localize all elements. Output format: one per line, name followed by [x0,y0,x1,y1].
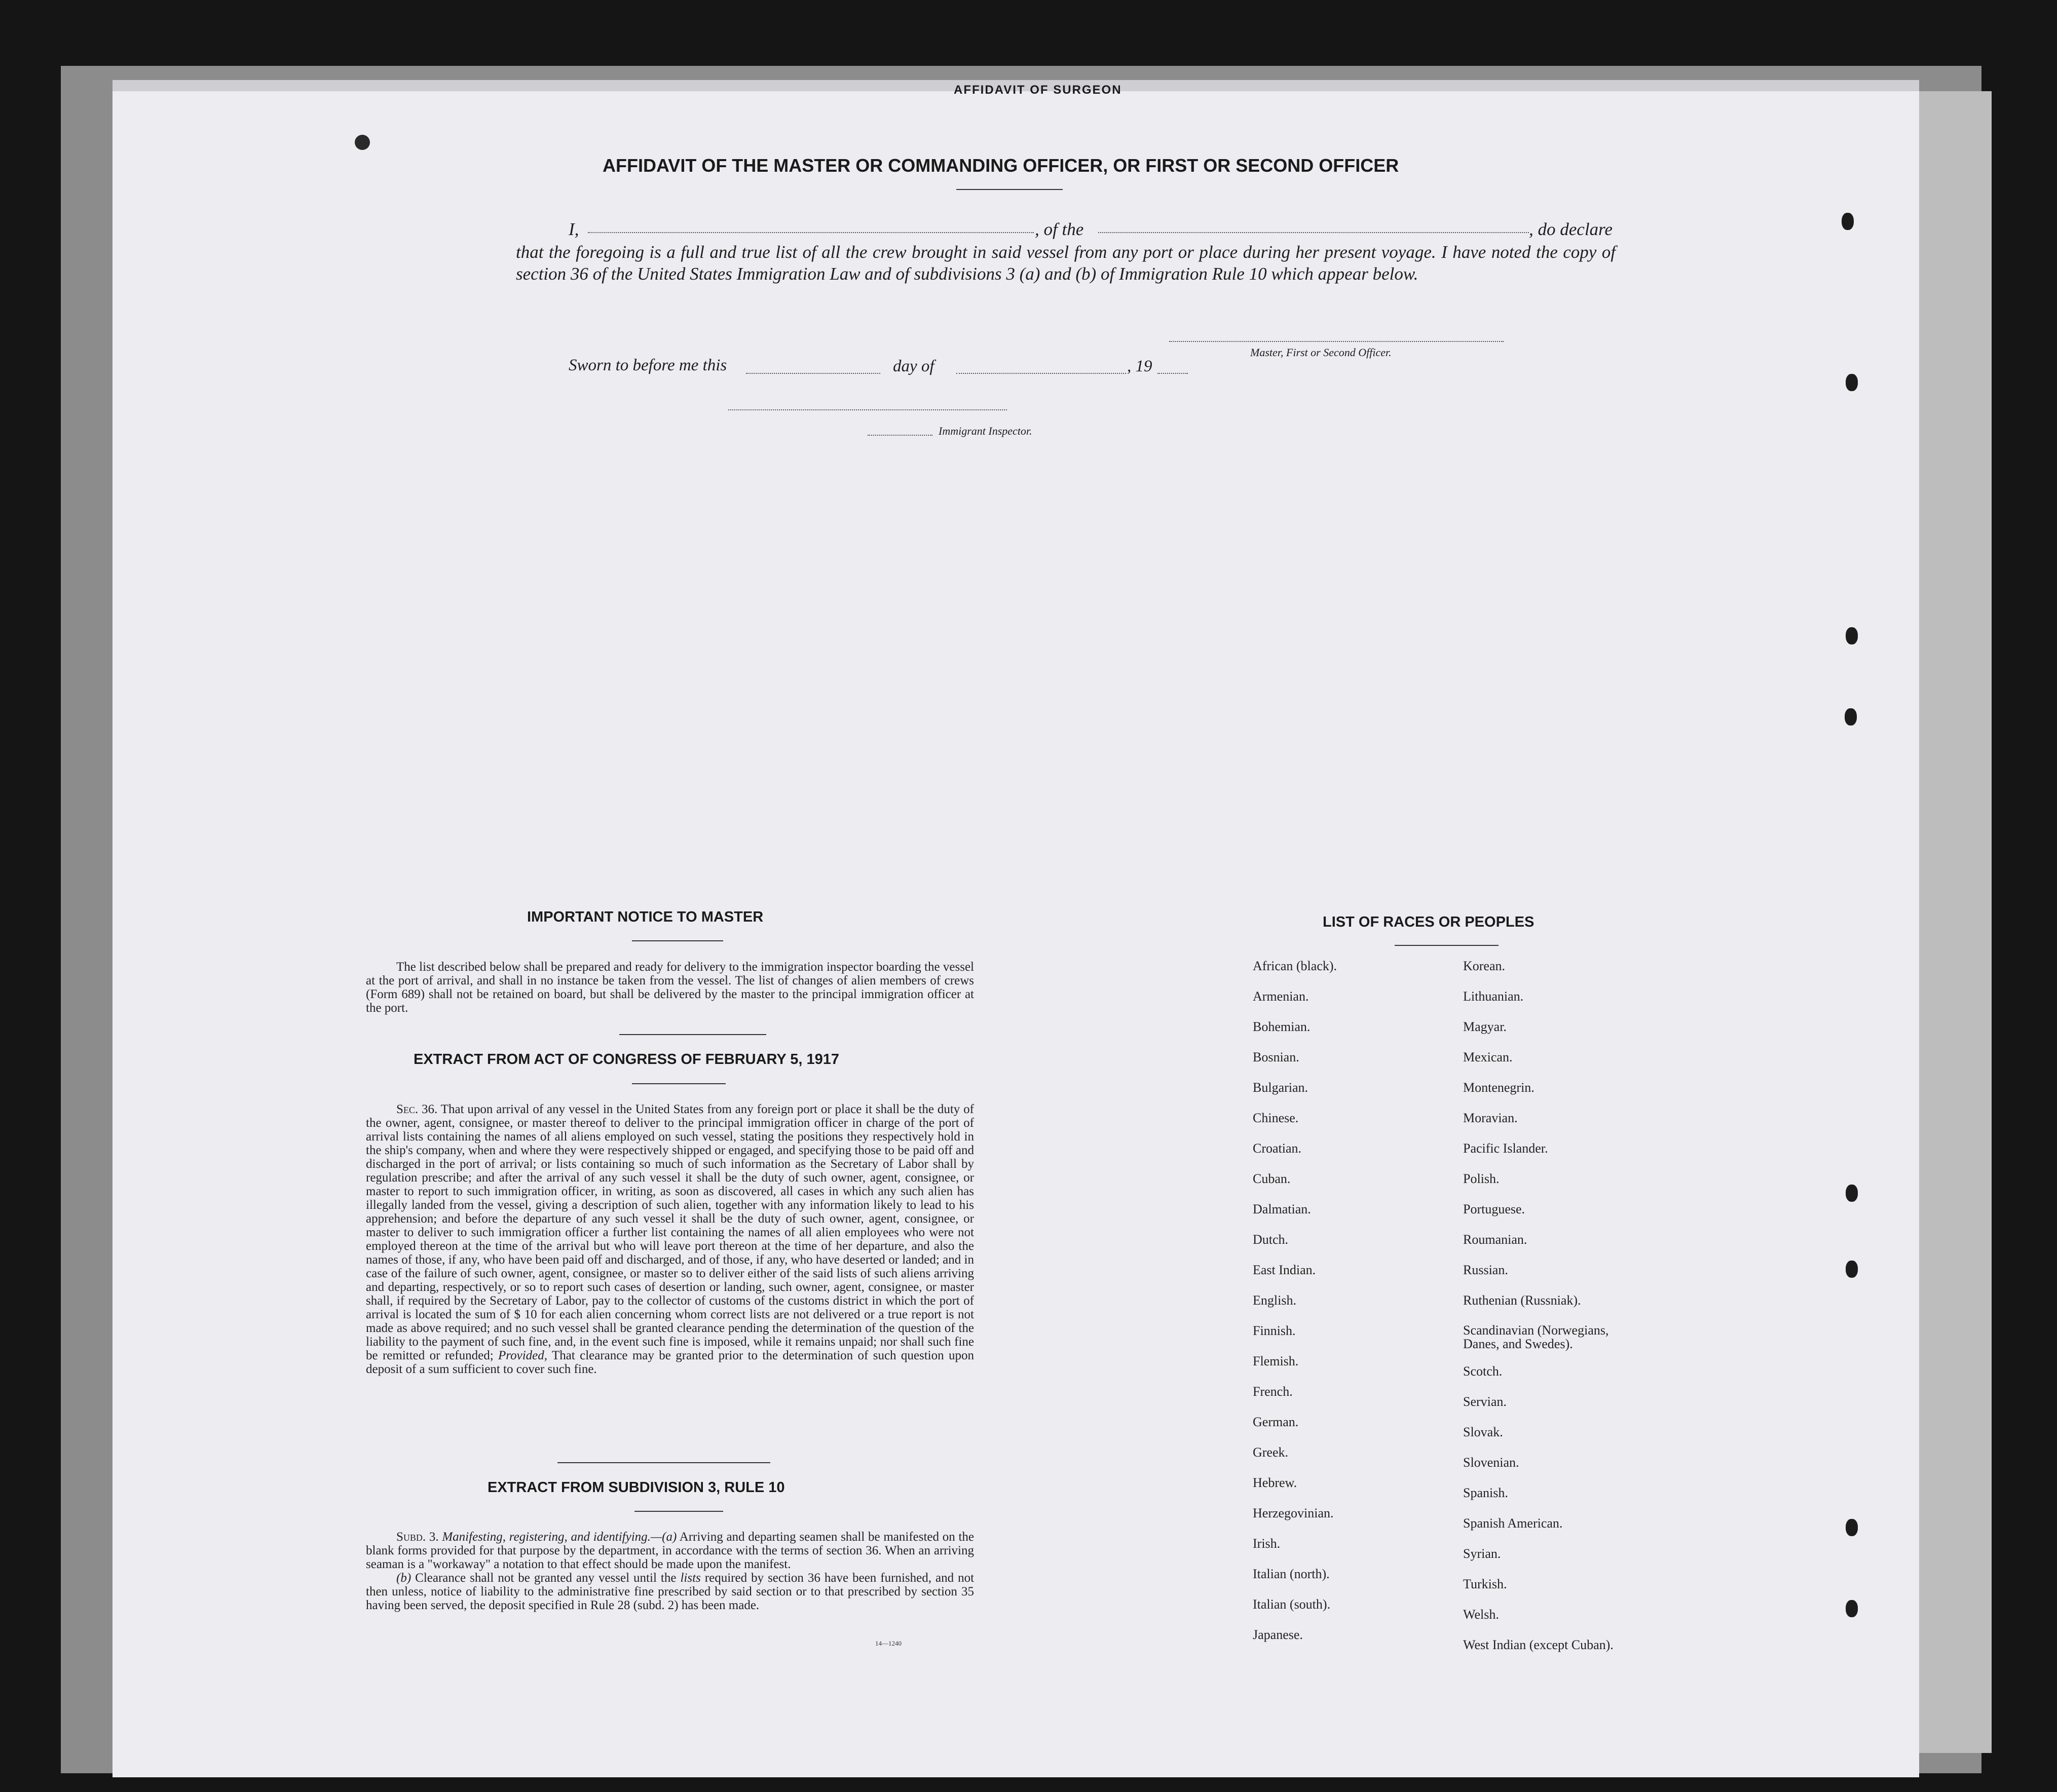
races-rule [1395,945,1499,946]
race-item: Flemish. [1253,1354,1299,1368]
binder-hole-icon [355,135,370,150]
binder-hole-icon [1842,213,1854,230]
race-item: Polish. [1463,1171,1500,1186]
act-body: That upon arrival of any vessel in the United States from any foreign port or place it shall be the duty of the owner, agent, consignee, or master thereof to deliver to the principal immigration officer in charge of the port of arrival lists containing the names of all aliens employed on such vessel, stating the positions they respectively hold in the ship's company, when and where they were respectively shipped or engaged, and specifying those to be paid off and discharged in the port of arrival; or lists containing so much of such information as the Secretary of Labor shall by regulation prescribe; and after the arrival of any such vessel it shall be the duty of such owner, agent, consignee, or master to report to such immigration officer, in writing, as soon as discovered, all cases in which any such alien has illegally landed from the vessel, giving a description of such alien, together with any information likely to lead to his apprehension; and before the departure of any such vessel it shall be the duty of such owner, agent, consignee, or master to deliver to such immigration officer a further list containing the names of all alien employees who were not employed thereon at the time of the arrival but who will leave port thereon at the time of her departure, and also the names of those, if any, who have been paid off and discharged, and of those, if any, who have deserted or landed; and in case of the failure of such owner, agent, consignee, or master so to deliver either of the said lists of such aliens arriving and departing, respectively, or so to report such cases of desertion or landing, such owner, agent, consignee, or master shall, if required by the Secretary of Labor, pay to the collector of customs of the customs district in which the port of arrival is located the sum of $ 10 for each alien concerning whom correct lists are not delivered or a true report is not made as above required; and no such vessel shall be granted clearance pending the determination of the question of the liability to the payment of such fine, and, in the event such fine is imposed, while it remains unpaid; nor shall such fine be remitted or refunded; [366,1102,974,1362]
race-item: Spanish. [1463,1485,1508,1500]
sworn-month-blank[interactable] [956,373,1126,374]
rule-heading: Manifesting, registering, and identifying.—(a) [442,1530,677,1544]
race-item: Greek. [1253,1445,1289,1460]
decl-line-end: , do declare [1529,219,1613,239]
officer-signature-label: Master, First or Second Officer. [1250,346,1392,359]
race-item: Scandinavian (Norwegians, Danes, and Swedes). [1463,1323,1609,1351]
rule-text-a: Arriving and departing seamen shall be manifested on the blank forms provided for that purpose by the department, in accordance with the terms of section 36. When an arriving seaman is a "workaway" a notation to that effect should be made upon the manifest. [366,1530,974,1571]
race-item: Turkish. [1463,1577,1507,1591]
race-item: Syrian. [1463,1546,1501,1561]
rule-rule [634,1511,723,1512]
race-item: French. [1253,1384,1293,1399]
inspector-signature-line[interactable] [728,409,1007,410]
officer-signature-line[interactable] [1169,341,1504,342]
sworn-day-blank[interactable] [746,373,880,374]
race-item: Japanese. [1253,1627,1303,1642]
race-item: Armenian. [1253,989,1309,1004]
rule-title: EXTRACT FROM SUBDIVISION 3, RULE 10 [488,1479,785,1496]
race-item: Montenegrin. [1463,1080,1535,1095]
race-item: East Indian. [1253,1263,1316,1277]
race-item: Italian (south). [1253,1597,1331,1612]
form-number: 14—1240 [875,1640,902,1647]
race-item: Croatian. [1253,1141,1302,1156]
notice-text: The list described below shall be prepared and ready for delivery to the immigration inspector boarding the vessel at the port of arrival, and shall in no instance be taken from the vessel. The list of changes of alien members of crews (Form 689) shall not be retained on board, but shall be delivered by the master to the principal immigration officer at the port. [366,960,974,1015]
race-item: Italian (north). [1253,1567,1330,1581]
binder-hole-icon [1846,1185,1858,1202]
race-item: English. [1253,1293,1296,1308]
race-item: Slovenian. [1463,1455,1519,1470]
race-item: Mexican. [1463,1050,1513,1064]
affidavit-title: AFFIDAVIT OF THE MASTER OR COMMANDING OFFICER, OR FIRST OR SECOND OFFICER [603,155,1399,176]
race-item: Magyar. [1463,1019,1507,1034]
race-item: Cuban. [1253,1171,1291,1186]
section-divider [557,1462,770,1463]
decl-line-start: I, [569,219,579,239]
race-item: Pacific Islander. [1463,1141,1548,1156]
binder-hole-icon [1846,1600,1858,1617]
inspector-label: Immigrant Inspector. [939,425,1032,437]
race-item: Spanish American. [1463,1516,1563,1531]
act-body-end: That clearance may be granted prior to the determination of such question upon deposit of a sum sufficient to cover such fine. [366,1349,975,1376]
race-item: German. [1253,1415,1299,1429]
race-item: African (black). [1253,959,1337,973]
race-item: Irish. [1253,1536,1281,1551]
race-item: Moravian. [1463,1111,1518,1125]
declaration-text: that the foregoing is a full and true list of all the crew brought in said vessel from any port or place during her present voyage. I have noted the copy of section 36 of the United States Immigration Law and of subdivisions 3 (a) and (b) of Immigration Rule 10 which appear below. [516,242,1616,284]
rule-text-b2: required by section 36 have been furnished, and not then unless, notice of liability to the administrative fine prescribed by said section or to that prescribed by section 35 having been served, the deposit specified in Rule 28 (subd. 2) has been made. [366,1571,975,1612]
section-divider [619,1034,766,1035]
race-item: Herzegovinian. [1253,1506,1334,1520]
sworn-mid: day of [893,357,934,375]
race-item: Hebrew. [1253,1475,1297,1490]
binder-hole-icon [1846,374,1858,391]
race-item: Chinese. [1253,1111,1299,1125]
race-item: Bulgarian. [1253,1080,1308,1095]
binder-hole-icon [1846,1261,1858,1278]
race-item: West Indian (except Cuban). [1463,1637,1614,1652]
rule-text-b1: Clearance shall not be granted any vessel until the [415,1571,677,1585]
race-item: Roumanian. [1463,1232,1527,1247]
notice-rule [632,940,723,941]
act-text [366,1102,974,1376]
race-item: Servian. [1463,1394,1507,1409]
race-item: Ruthenian (Russniak). [1463,1293,1581,1308]
race-item: Dutch. [1253,1232,1289,1247]
race-item: Korean. [1463,959,1506,973]
notice-title: IMPORTANT NOTICE TO MASTER [527,909,764,925]
sworn-end: , 19 [1127,357,1152,375]
decl-line-mid: , of the [1035,219,1084,239]
title-rule [956,189,1063,190]
race-item: Portuguese. [1463,1202,1525,1216]
binder-hole-icon [1846,627,1858,644]
sworn-start: Sworn to before me this [569,356,727,374]
sworn-year-blank[interactable] [1157,373,1188,374]
inspector-dots [868,435,932,436]
race-item: Bosnian. [1253,1050,1299,1064]
race-item: Dalmatian. [1253,1202,1311,1216]
rule-text [366,1530,974,1612]
act-title: EXTRACT FROM ACT OF CONGRESS OF FEBRUARY 5, 1917 [414,1051,840,1067]
rule-lists-word: lists [680,1571,701,1585]
race-item: Slovak. [1463,1425,1503,1439]
race-item: Bohemian. [1253,1019,1311,1034]
act-proviso: Provided, [498,1349,547,1362]
rule-subd-label: Subd. 3. [396,1530,439,1544]
document-page [113,80,1919,1777]
binder-hole-icon [1845,708,1857,726]
race-item: Scotch. [1463,1364,1503,1379]
race-item: Lithuanian. [1463,989,1524,1004]
act-rule [632,1083,726,1084]
race-item: Russian. [1463,1263,1508,1277]
act-section-label: Sec. 36. [396,1102,438,1116]
rule-b-label: (b) [396,1571,412,1585]
previous-page-title: AFFIDAVIT OF SURGEON [954,83,1122,97]
name-blank[interactable] [588,232,1034,233]
binder-hole-icon [1846,1519,1858,1536]
race-item: Welsh. [1463,1607,1499,1622]
races-title: LIST OF RACES OR PEOPLES [1323,914,1535,930]
race-item: Finnish. [1253,1323,1296,1338]
vessel-blank[interactable] [1098,232,1529,233]
